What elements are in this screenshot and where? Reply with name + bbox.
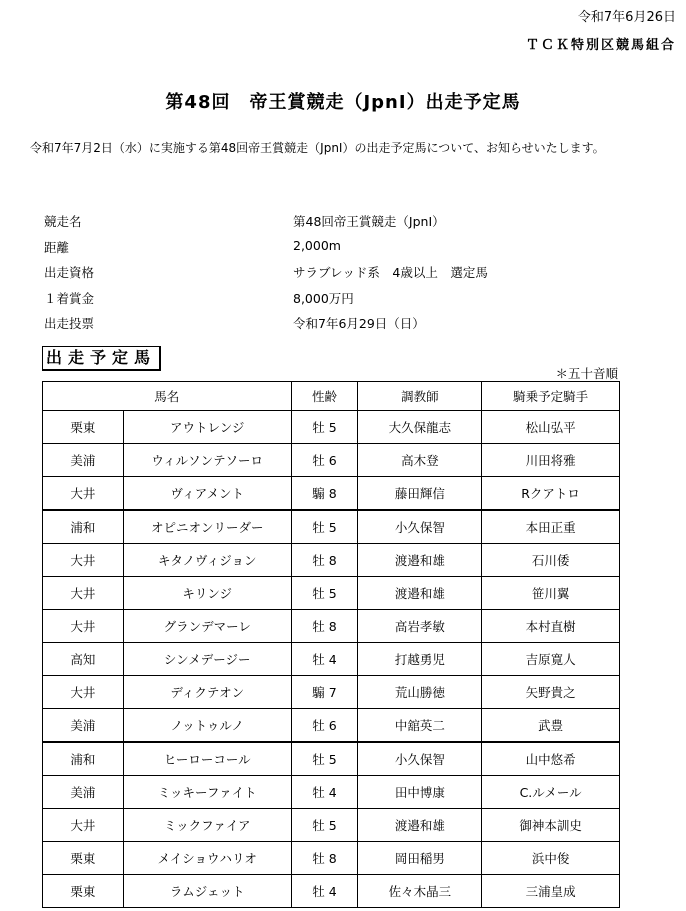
trainer-cell: 岡田稲男 (358, 842, 482, 875)
affiliation-cell: 浦和 (43, 742, 124, 776)
jockey-cell: 浜中俊 (482, 842, 620, 875)
table-row (43, 610, 620, 643)
jockey-cell: Rクアトロ (482, 477, 620, 511)
table-row (43, 676, 620, 709)
sex-age-cell: 牡 8 (291, 842, 358, 875)
affiliation-cell: 大井 (43, 544, 124, 577)
table-row (43, 809, 620, 842)
jockey-cell: C.ルメール (482, 776, 620, 809)
trainer-cell: 小久保智 (358, 742, 482, 776)
jockey-cell: 三浦皇成 (482, 875, 620, 908)
jockey-cell: 本村直樹 (482, 610, 620, 643)
jockey-cell: 川田将雅 (482, 444, 620, 477)
table-row (43, 709, 620, 743)
sex-age-cell: 牡 8 (291, 544, 358, 577)
jockey-cell: 吉原寛人 (482, 643, 620, 676)
detail-value: 2,000m (293, 237, 341, 253)
affiliation-cell: 大井 (43, 809, 124, 842)
trainer-cell: 中舘英二 (358, 709, 482, 743)
horse-name-cell: ヒーローコール (123, 742, 291, 776)
sex-age-cell: 牡 4 (291, 875, 358, 908)
trainer-cell: 田中博康 (358, 776, 482, 809)
horse-name-cell: ディクテオン (123, 676, 291, 709)
horse-name-cell: グランデマーレ (123, 610, 291, 643)
detail-value: 令和7年6月29日（日） (293, 316, 425, 331)
horse-name-cell: オピニオンリーダー (123, 510, 291, 544)
detail-label: 出走投票 (44, 316, 95, 331)
table-row (43, 643, 620, 676)
section-title: 出走予定馬 (42, 346, 161, 371)
page-title: 第48回 帝王賞競走（JpnⅠ）出走予定馬 (165, 92, 521, 113)
header-horse-name: 馬名 (43, 382, 292, 411)
announcement-date: 令和7年6月26日 (577, 10, 676, 25)
affiliation-cell: 大井 (43, 577, 124, 610)
table-row (43, 842, 620, 875)
trainer-cell: 渡邉和雄 (358, 809, 482, 842)
header-sex-age: 性齢 (291, 382, 358, 411)
trainer-cell: 渡邉和雄 (358, 544, 482, 577)
horse-name-cell: ラムジェット (123, 875, 291, 908)
header-trainer: 調教師 (358, 382, 482, 411)
sex-age-cell: 牡 5 (291, 577, 358, 610)
jockey-cell: 武豊 (482, 709, 620, 743)
affiliation-cell: 浦和 (43, 510, 124, 544)
detail-value: 8,000万円 (293, 290, 354, 306)
jockey-cell: 本田正重 (482, 510, 620, 544)
detail-label: 競走名 (44, 214, 82, 229)
horse-name-cell: ヴィアメント (123, 477, 291, 511)
table-row (43, 477, 620, 511)
horse-name-cell: ノットゥルノ (123, 709, 291, 743)
detail-value: 第48回帝王賞競走（JpnⅠ） (293, 214, 445, 229)
affiliation-cell: 大井 (43, 676, 124, 709)
horse-name-cell: アウトレンジ (123, 411, 291, 444)
affiliation-cell: 美浦 (43, 709, 124, 743)
horse-name-cell: キタノヴィジョン (123, 544, 291, 577)
detail-label: 距離 (44, 239, 70, 255)
affiliation-cell: 栗東 (43, 875, 124, 908)
horse-name-cell: メイショウハリオ (123, 842, 291, 875)
jockey-cell: 御神本訓史 (482, 809, 620, 842)
affiliation-cell: 栗東 (43, 411, 124, 444)
table-row (43, 875, 620, 908)
sort-note: ＊五十音順 (555, 366, 618, 381)
jockey-cell: 石川倭 (482, 544, 620, 577)
trainer-cell: 高岩孝敏 (358, 610, 482, 643)
jockey-cell: 松山弘平 (482, 411, 620, 444)
sex-age-cell: 牡 5 (291, 742, 358, 776)
jockey-cell: 笹川翼 (482, 577, 620, 610)
sex-age-cell: 騸 7 (291, 676, 358, 709)
affiliation-cell: 美浦 (43, 776, 124, 809)
trainer-cell: 小久保智 (358, 510, 482, 544)
organization-name: ＴＣＫ特別区競馬組合 (525, 38, 676, 53)
sex-age-cell: 牡 5 (291, 809, 358, 842)
horse-name-cell: ミックファイア (123, 809, 291, 842)
intro-paragraph: 令和7年7月2日（水）に実施する第48回帝王賞競走（JpnⅠ）の出走予定馬について、お知らせいたします。 (30, 141, 605, 155)
trainer-cell: 大久保龍志 (358, 411, 482, 444)
sex-age-cell: 牡 6 (291, 444, 358, 477)
trainer-cell: 佐々木晶三 (358, 875, 482, 908)
table-row (43, 544, 620, 577)
table-row (43, 776, 620, 809)
trainer-cell: 藤田輝信 (358, 477, 482, 511)
table-row (43, 411, 620, 444)
affiliation-cell: 大井 (43, 610, 124, 643)
entries-table (42, 381, 620, 908)
sex-age-cell: 牡 5 (291, 510, 358, 544)
horse-name-cell: シンメデージー (123, 643, 291, 676)
sex-age-cell: 牡 6 (291, 709, 358, 743)
affiliation-cell: 大井 (43, 477, 124, 511)
header-jockey: 騎乗予定騎手 (482, 382, 620, 411)
jockey-cell: 山中悠希 (482, 742, 620, 776)
sex-age-cell: 牡 4 (291, 776, 358, 809)
detail-label: １着賞金 (44, 290, 95, 306)
affiliation-cell: 栗東 (43, 842, 124, 875)
horse-name-cell: ミッキーファイト (123, 776, 291, 809)
sex-age-cell: 牡 4 (291, 643, 358, 676)
sex-age-cell: 騸 8 (291, 477, 358, 511)
table-row (43, 444, 620, 477)
horse-name-cell: キリンジ (123, 577, 291, 610)
horse-name-cell: ウィルソンテソーロ (123, 444, 291, 477)
table-row (43, 742, 620, 776)
table-row (43, 577, 620, 610)
detail-value: サラブレッド系 4歳以上 選定馬 (293, 265, 488, 280)
trainer-cell: 渡邉和雄 (358, 577, 482, 610)
sex-age-cell: 牡 5 (291, 411, 358, 444)
sex-age-cell: 牡 8 (291, 610, 358, 643)
jockey-cell: 矢野貴之 (482, 676, 620, 709)
detail-label: 出走資格 (44, 265, 95, 280)
trainer-cell: 高木登 (358, 444, 482, 477)
table-row (43, 510, 620, 544)
affiliation-cell: 高知 (43, 643, 124, 676)
trainer-cell: 打越勇児 (358, 643, 482, 676)
affiliation-cell: 美浦 (43, 444, 124, 477)
table-header-row (43, 382, 620, 411)
trainer-cell: 荒山勝徳 (358, 676, 482, 709)
